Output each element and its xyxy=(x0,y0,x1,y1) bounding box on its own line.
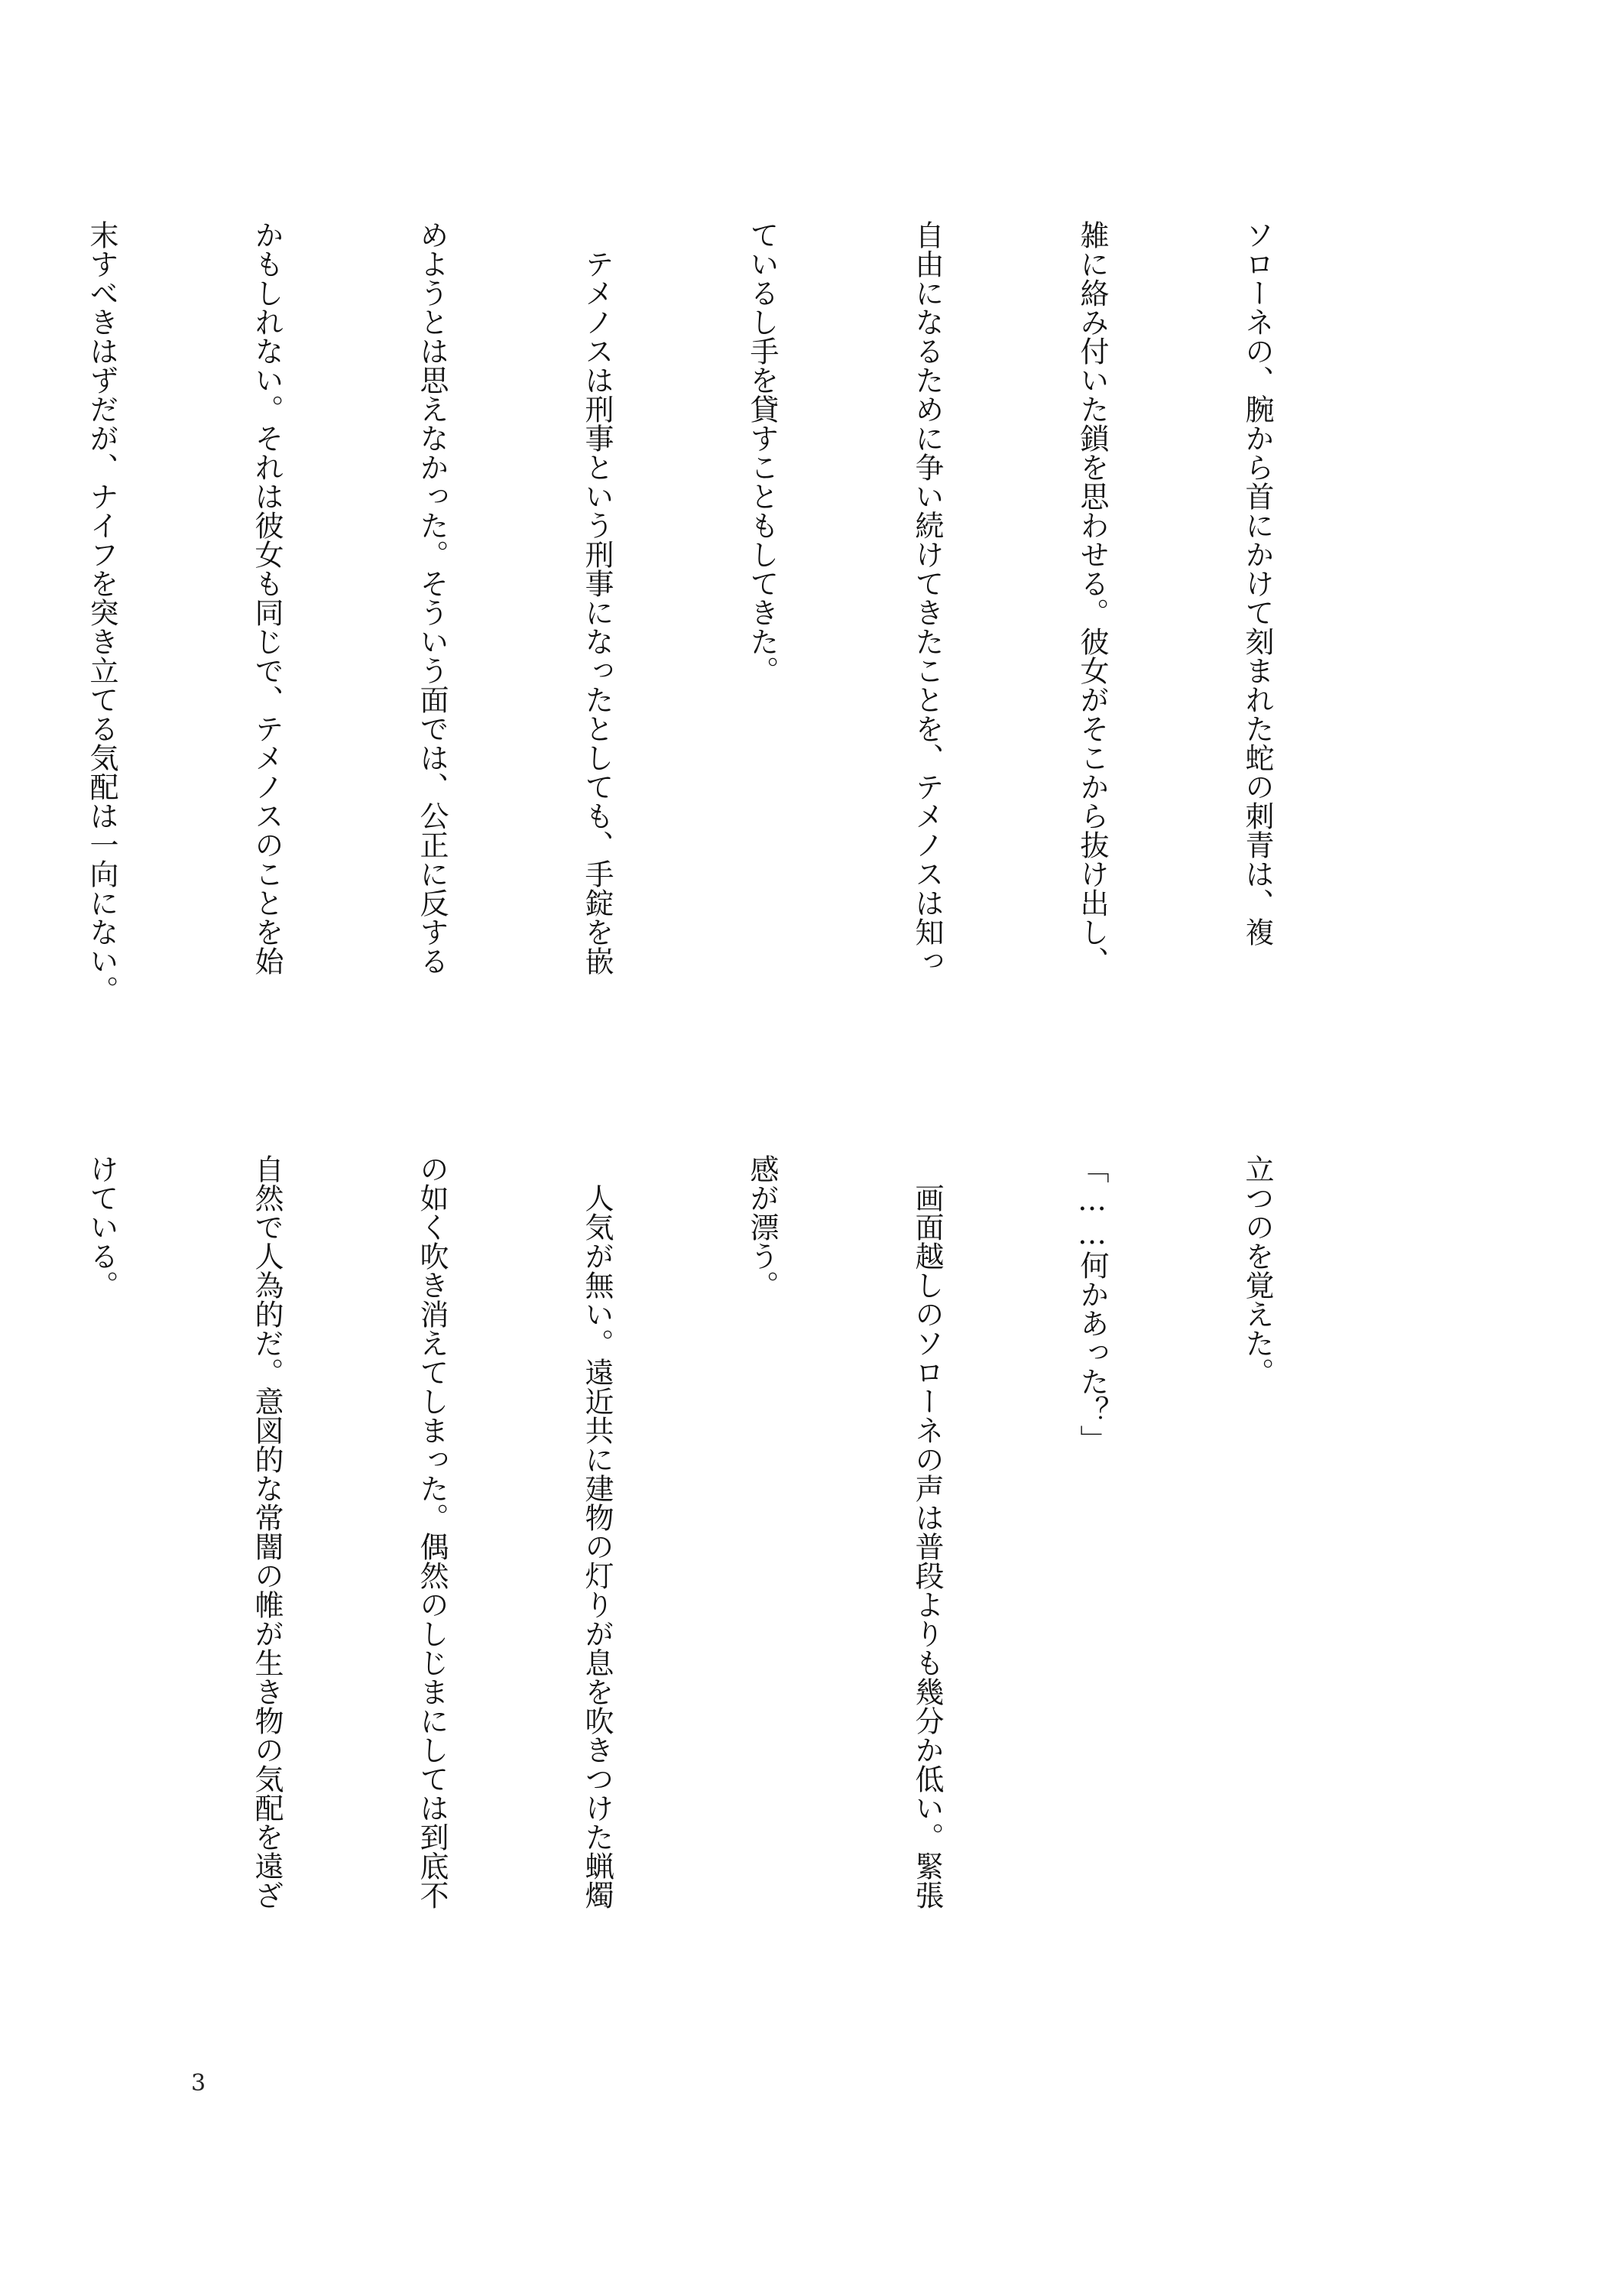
text-column: 「……何かあった？」 xyxy=(1075,1154,1109,1454)
text-column: 自由になるために争い続けてきたことを、テメノスは知っ xyxy=(910,220,944,975)
text-column: 感が漂う。 xyxy=(745,1154,779,1299)
text-column: 末すべきはずだが、ナイフを突き立てる気配は一向にない。 xyxy=(85,220,118,1004)
upper-text-block xyxy=(0,220,1395,1107)
text-column: 自然で人為的だ。意図的な常闇の帷が生き物の気配を遠ざ xyxy=(250,1154,284,1909)
text-column: 人気が無い。遠近共に建物の灯りが息を吹きつけた蝋燭 xyxy=(580,1154,614,1909)
text-column: めようとは思えなかった。そういう面では、公正に反する xyxy=(415,220,449,975)
text-column: かもしれない。それは彼女も同じで、テメノスのことを始 xyxy=(250,220,284,975)
text-column: テメノスは刑事という刑事になったとしても、手錠を嵌 xyxy=(580,220,614,975)
text-column: 雑に絡み付いた鎖を思わせる。彼女がそこから抜け出し、 xyxy=(1075,220,1109,975)
text-column: ソローネの、腕から首にかけて刻まれた蛇の刺青は、複 xyxy=(1240,220,1274,946)
text-column: ているし手を貸すこともしてきた。 xyxy=(745,220,779,685)
page-number: 3 xyxy=(191,2070,206,2097)
text-column: 立つのを覚えた。 xyxy=(1240,1154,1274,1387)
text-column: 画面越しのソローネの声は普段よりも幾分か低い。緊張 xyxy=(910,1154,944,1909)
lower-text-block xyxy=(0,1154,1395,1909)
text-column: けている。 xyxy=(85,1154,118,1299)
text-column: の如く吹き消えてしまった。偶然のしじまにしては到底不 xyxy=(415,1154,449,1909)
